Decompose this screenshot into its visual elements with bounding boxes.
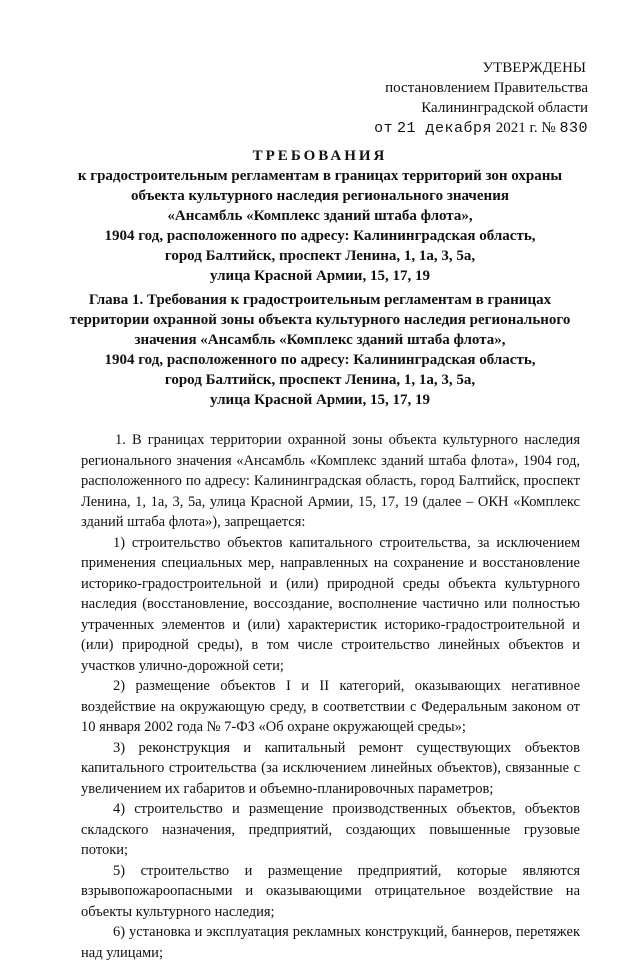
title-line: город Балтийск, проспект Ленина, 1, 1а, 3, 5а, — [164, 248, 476, 264]
list-item: 6) установка и эксплуатация рекламных конструкций, баннеров, перетяжек над улицами; — [81, 924, 580, 961]
list-item: 1) строительство объектов капитального строительства, за исключением применения специальных мер, направленных на сохранение и восстановление историко-градостроительной и (или) природной среды объекта культурного наследия (восстановление, воссоздание, восполнение частично или полностью утраченных элементов и (или) характеристик историко-градостроительной и (или) природной среды), в том числе строительство линейных объектов и участков улично-дорожной сети; — [81, 534, 580, 674]
list-item: 4) строительство и размещение производственных объектов, объектов складского назначения, предприятий, создающих повышенные грузовые потоки; — [81, 801, 580, 858]
chapter-heading — [40, 290, 600, 410]
title-heading: ТРЕБОВАНИЯ — [252, 148, 388, 164]
approval-line-3: Калининградской области — [421, 100, 588, 116]
list-item: 3) реконструкция и капитальный ремонт существующих объектов капитального строительства (за исключением линейных объектов), связанные с увеличением их габаритов и объемно-планировочных параметров; — [81, 739, 580, 797]
chapter-line: улица Красной Армии, 15, 17, 19 — [210, 392, 430, 408]
chapter-line: город Балтийск, проспект Ленина, 1, 1а, 3, 5а, — [164, 372, 476, 388]
title-line: улица Красной Армии, 15, 17, 19 — [210, 268, 430, 284]
document-body — [81, 430, 580, 963]
approval-number: 830 — [559, 120, 588, 137]
approval-date-prefix: от — [374, 120, 394, 137]
document-title — [40, 146, 600, 286]
list-item: 5) строительство и размещение предприятий, которые являются взрывопожароопасными и оказывающими отрицательное воздействие на объекты культурного наследия; — [81, 862, 580, 920]
approval-stamp — [288, 58, 588, 139]
approval-date-day: 21 декабря — [396, 120, 492, 137]
title-line: к градостроительным регламентам в границах территорий зон охраны — [77, 168, 563, 184]
title-line: 1904 год, расположенного по адресу: Калининградская область, — [104, 228, 536, 244]
title-line: объекта культурного наследия регионального значения — [131, 188, 509, 204]
chapter-line: территории охранной зоны объекта культурного наследия регионального — [69, 312, 571, 328]
approval-date-line — [288, 118, 588, 139]
approval-line-2: постановлением Правительства — [385, 80, 588, 96]
approval-title: УТВЕРЖДЕНЫ — [482, 60, 586, 76]
paragraph-1: 1. В границах территории охранной зоны объекта культурного наследия регионального значения «Ансамбль «Комплекс зданий штаба флота», 1904 год, расположенного по адресу: Калининградская область, город Балтийск, проспект Ленина, 1, 1а, 3, 5а, улица Красной Армии, 15, 17, 19 (далее – ОКН «Комплекс зданий штаба флота»), запрещается: — [81, 432, 580, 530]
list-item: 2) размещение объектов I и II категорий, оказывающих негативное воздействие на окружающую среду, в соответствии с Федеральным законом от 10 января 2002 года № 7-ФЗ «Об охране окружающей среды»; — [81, 678, 580, 735]
approval-date-year: 2021 г. № — [495, 120, 556, 136]
chapter-line: значения «Ансамбль «Комплекс зданий штаба флота», — [134, 332, 506, 348]
chapter-line: Глава 1. Требования к градостроительным регламентам в границах — [88, 292, 552, 308]
title-line: «Ансамбль «Комплекс зданий штаба флота», — [167, 208, 473, 224]
chapter-line: 1904 год, расположенного по адресу: Калининградская область, — [104, 352, 536, 368]
